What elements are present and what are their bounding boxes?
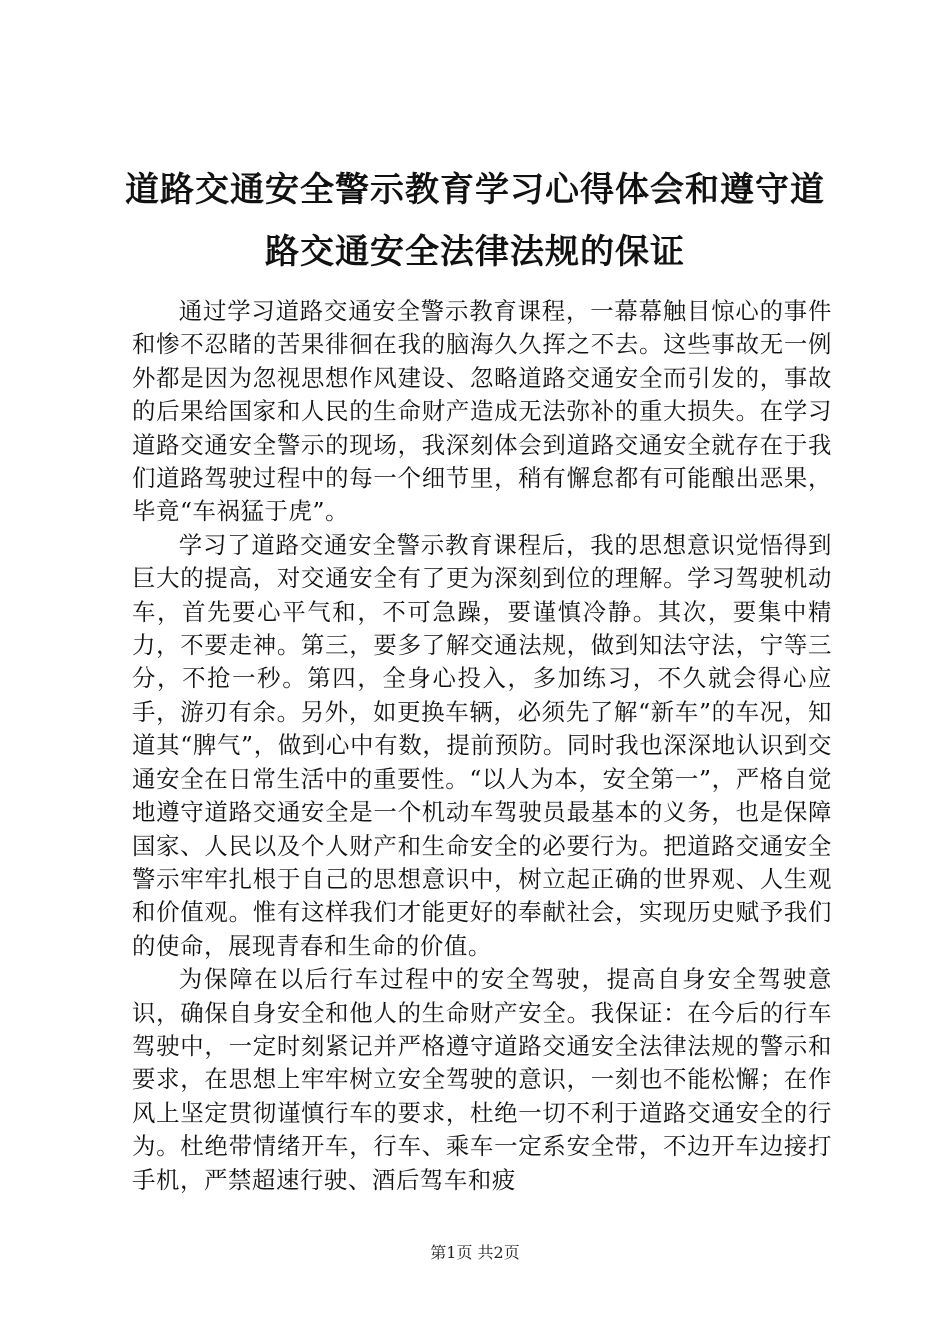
page-number-footer: 第1页 共2页 bbox=[430, 1243, 520, 1262]
document-title-line-1: 道路交通安全警示教育学习心得体会和遵守道 bbox=[125, 170, 825, 210]
body-paragraph-3: 为保障在以后行车过程中的安全驾驶，提高自身安全驾驶意识，确保自身安全和他人的生命财产安全。我保证：在今后的行车驾驶中，一定时刻紧记并严格遵守道路交通安全法律法规的警示和要求，在思想上牢牢树立安全驾驶的意识，一刻也不能松懈；在作风上坚定贯彻谨慎行车的要求，杜绝一切不利于道路交通安全的行为。杜绝带情绪开车，行车、乘车一定系安全带，不边开车边接打手机，严禁超速行驶、酒后驾车和疲 bbox=[132, 965, 832, 1194]
document-title-line-2: 路交通安全法律法规的保证 bbox=[265, 232, 685, 272]
body-paragraph-2: 学习了道路交通安全警示教育课程后，我的思想意识觉悟得到巨大的提高，对交通安全有了更为深刻到位的理解。学习驾驶机动车，首先要心平气和，不可急躁，要谨慎冷静。其次，要集中精力，不要走神。第三，要多了解交通法规，做到知法守法，宁等三分，不抢一秒。第四，全身心投入，多加练习，不久就会得心应手，游刃有余。另外，如更换车辆，必须先了解“新车”的车况，知道其“脾气”，做到心中有数，提前预防。同时我也深深地认识到交通安全在日常生活中的重要性。“以人为本，安全第一”，严格自觉地遵守道路交通安全是一个机动车驾驶员最基本的义务，也是保障国家、人民以及个人财产和生命安全的必要行为。把道路交通安全警示牢牢扎根于自己的思想意识中，树立起正确的世界观、人生观和价值观。惟有这样我们才能更好的奉献社会，实现历史赋予我们的使命，展现青春和生命的价值。 bbox=[132, 530, 832, 960]
body-paragraph-1: 通过学习道路交通安全警示教育课程，一幕幕触目惊心的事件和惨不忍睹的苦果徘徊在我的脑海久久挥之不去。这些事故无一例外都是因为忽视思想作风建设、忽略道路交通安全而引发的，事故的后果给国家和人民的生命财产造成无法弥补的重大损失。在学习道路交通安全警示的现场，我深刻体会到道路交通安全就存在于我们道路驾驶过程中的每一个细节里，稍有懈怠都有可能酿出恶果，毕竟“车祸猛于虎”。 bbox=[132, 297, 832, 526]
document-body bbox=[132, 295, 832, 1197]
